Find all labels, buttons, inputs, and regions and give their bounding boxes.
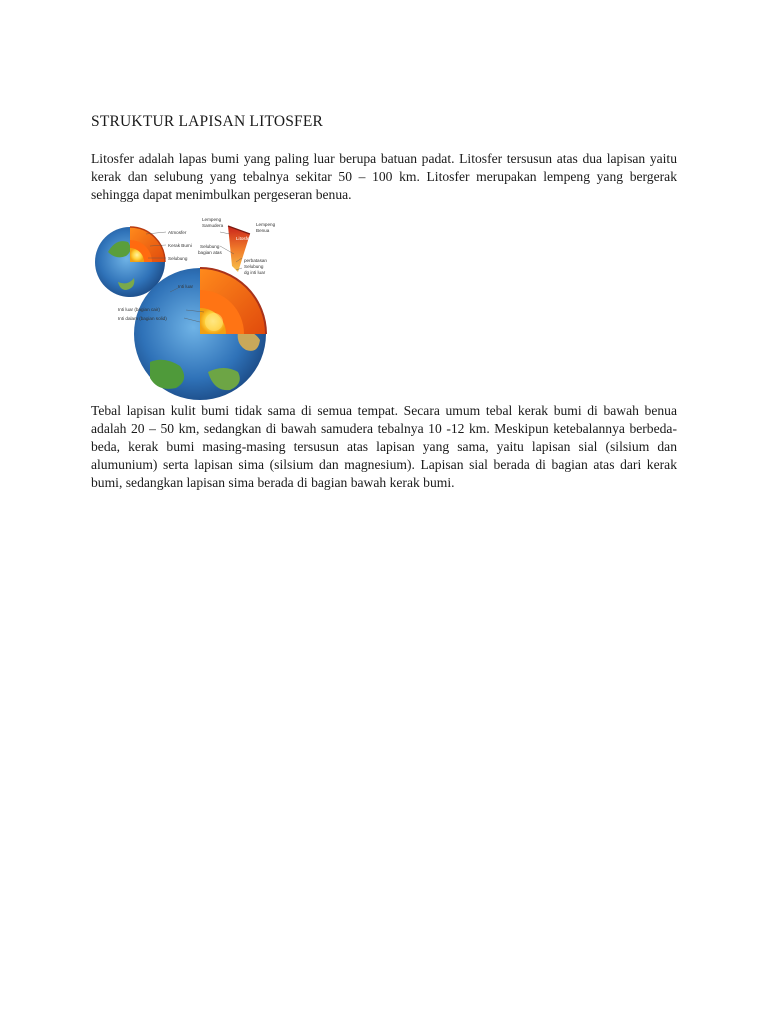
label-litosfer: Litosfer <box>236 236 252 241</box>
large-globe <box>134 268 266 400</box>
label-lempeng-benua-2: Benua <box>256 228 270 233</box>
label-selubung-atas-1: Selubung <box>200 244 220 249</box>
label-selubung: Selubung <box>168 256 188 261</box>
label-selubung-atas-2: bagian atas <box>198 250 222 255</box>
label-kerak-bumi: Kerak Bumi <box>168 243 192 248</box>
earth-structure-illustration <box>88 212 288 404</box>
label-lempeng-samudera-1: Lempeng <box>202 217 222 222</box>
label-perbatasan-1: perbatasan <box>244 258 267 263</box>
label-perbatasan-2: Selubung <box>244 264 264 269</box>
label-lempeng-benua-1: Lempeng <box>256 222 276 227</box>
label-inti-luar: Inti luar <box>178 284 194 289</box>
label-inti-luar-cair: Inti luar (bagian cair) <box>118 307 160 312</box>
paragraph-crust-thickness: Tebal lapisan kulit bumi tidak sama di semua tempat. Secara umum tebal kerak bumi di bawah benua adalah 20 – 50 km, sedangkan di bawah samudera tebalnya 10 -12 km. Meskipun ketebalannya berbeda-beda, kerak bumi masing-masing tersusun atas lapisan yang sama, yaitu lapisan sial (silsium dan alumunium) serta lapisan sima (silsium dan magnesium). Lapisan sial berada di bagian atas dari kerak bumi, sedangkan lapisan sima berada di bagian bawah kerak bumi. <box>91 403 677 490</box>
label-inti-dalam: Inti dalam (bagian solid) <box>118 316 167 321</box>
label-lempeng-samudera-2: Samudera <box>202 223 224 228</box>
earth-layers-diagram <box>88 212 288 404</box>
paragraph-intro: Litosfer adalah lapas bumi yang paling luar berupa batuan padat. Litosfer tersusun atas dua lapisan yaitu kerak dan selubung yang tebalnya sekitar 50 – 100 km. Litosfer merupakan lempeng yang bergerak sehingga dapat menimbulkan pergeseran benua. <box>91 151 677 202</box>
label-atmosfer: Atmosfer <box>168 230 187 235</box>
label-perbatasan-3: dg inti luar <box>244 270 266 275</box>
document-title: STRUKTUR LAPISAN LITOSFER <box>91 113 324 130</box>
